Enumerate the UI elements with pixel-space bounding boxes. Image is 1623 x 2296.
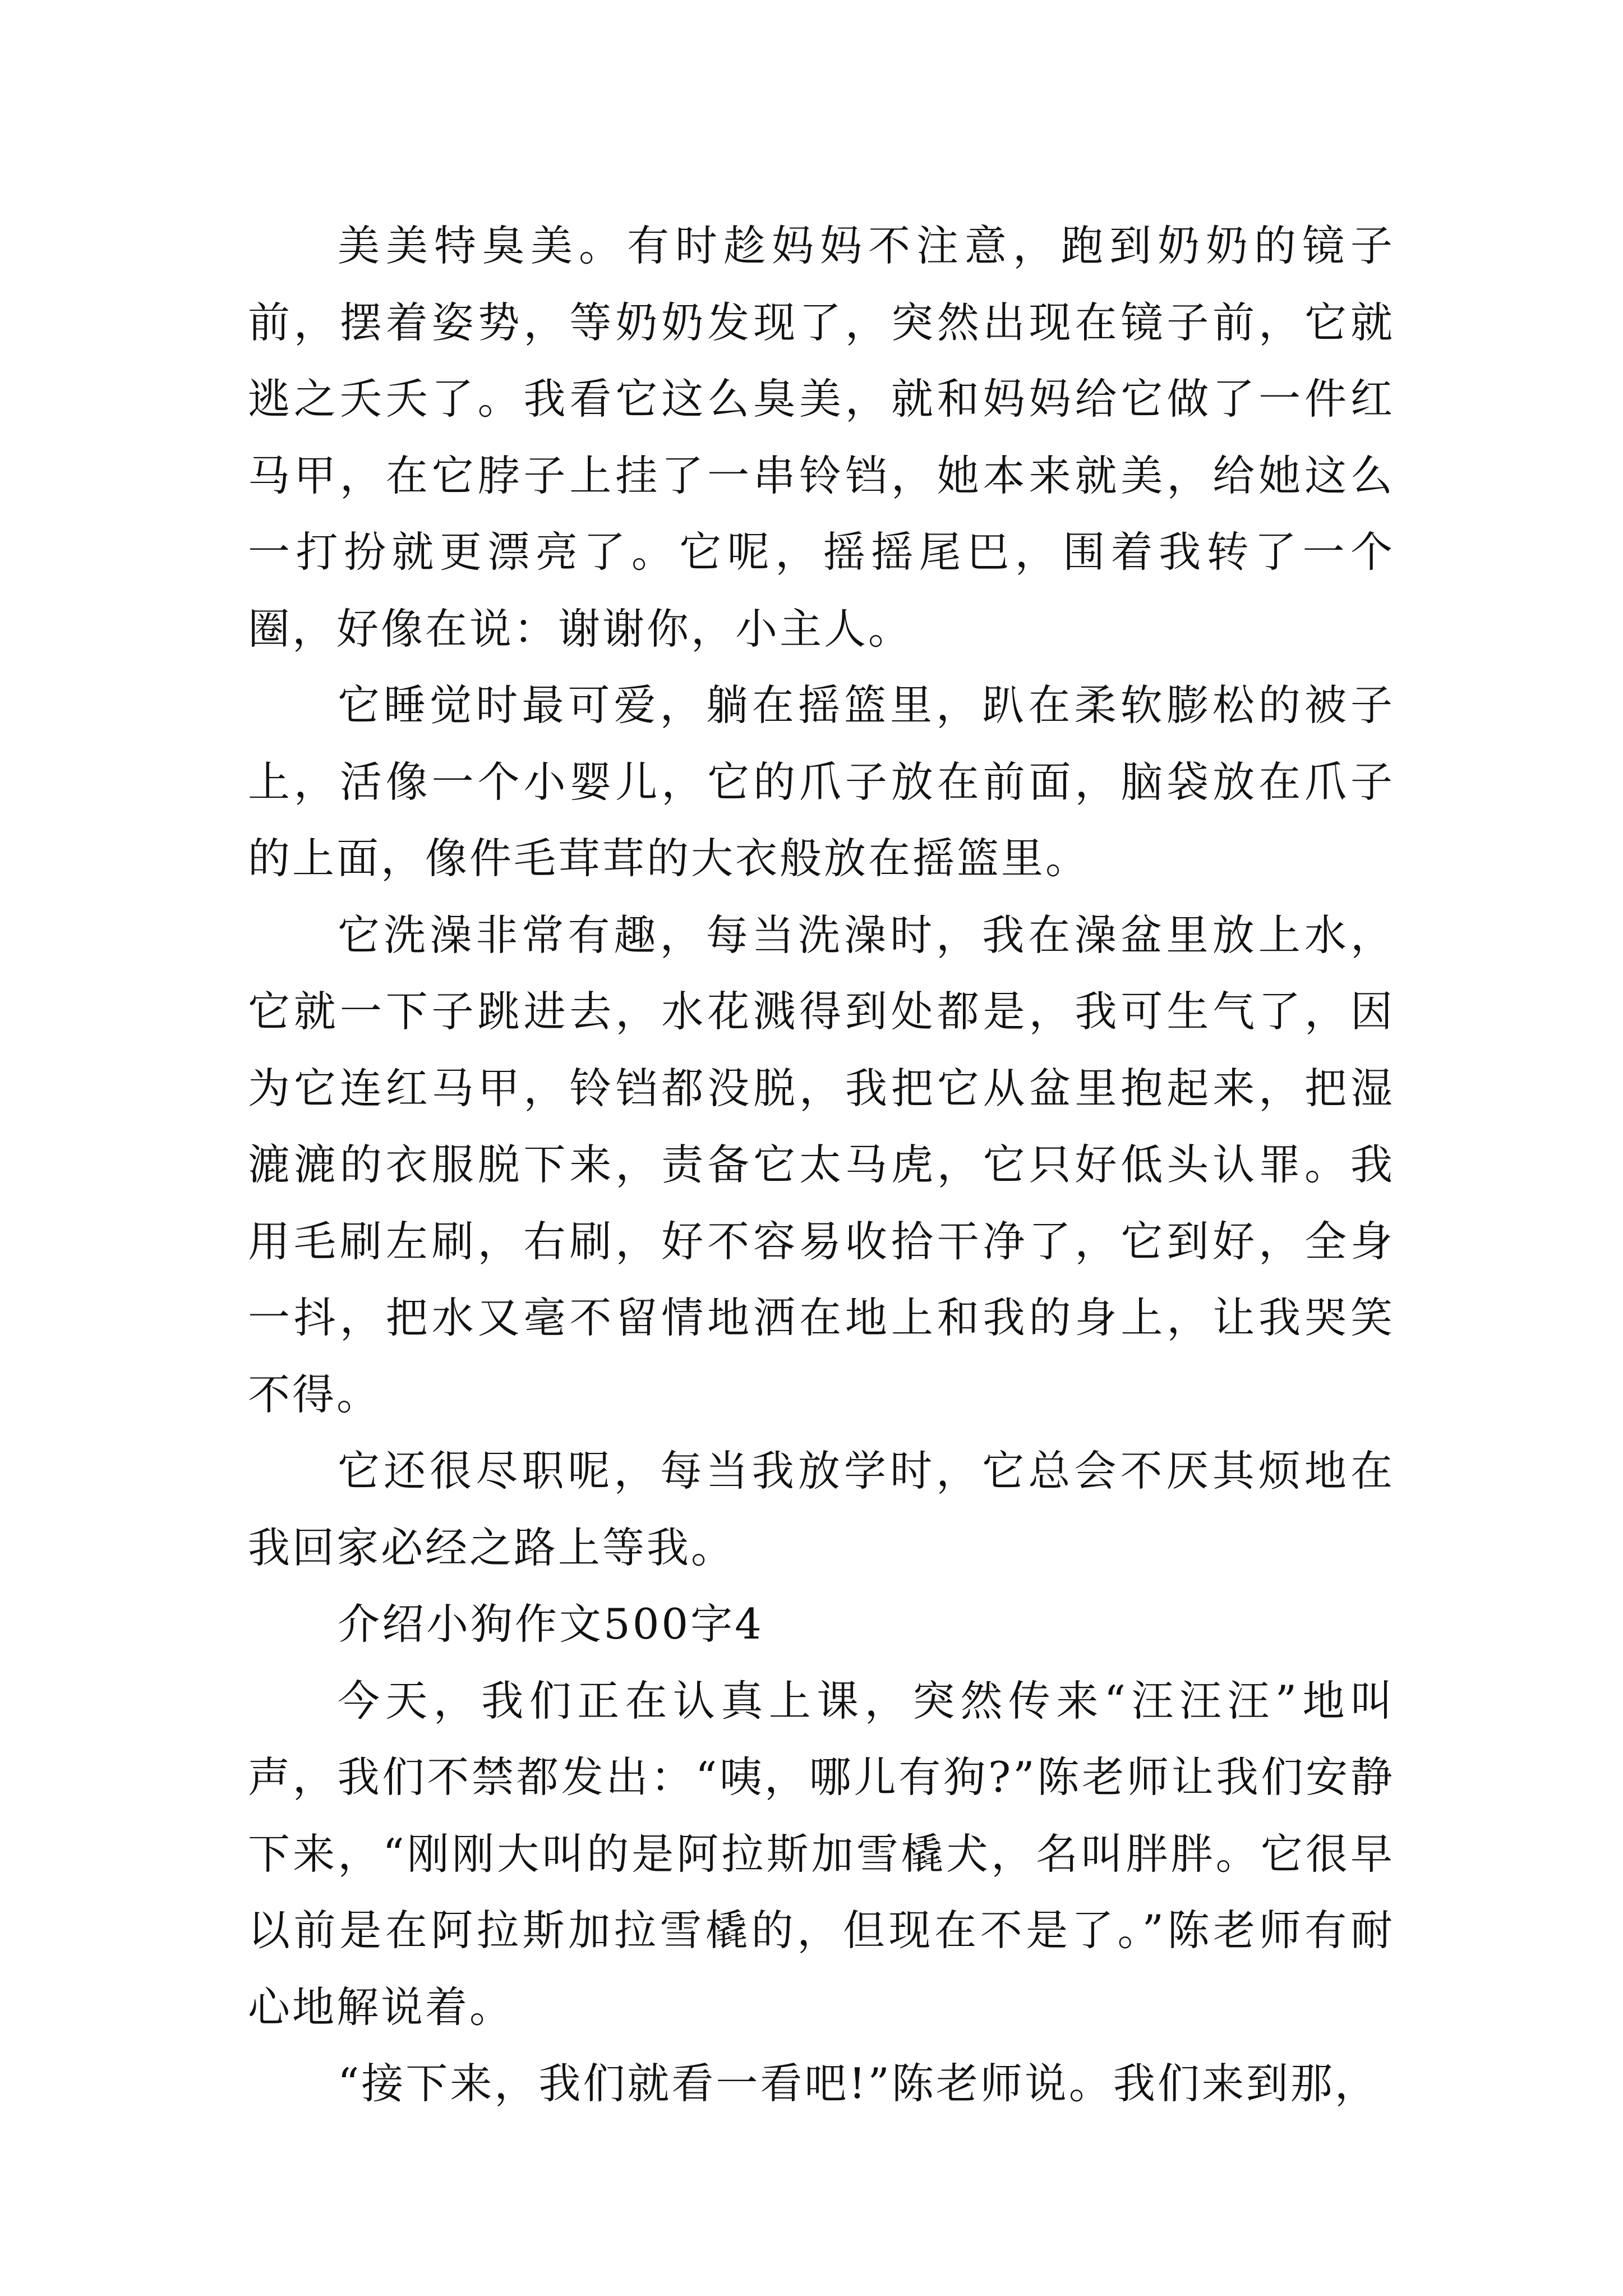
- paragraph-5: 今天，我们正在认真上课，突然传来“汪汪汪”地叫声，我们不禁都发出：“咦，哪儿有狗?”陈老师让我们安静下来，“刚刚大叫的是阿拉斯加雪橇犬，名叫胖胖。它很早以前是在阿拉斯加拉雪橇的，但现在不是了。”陈老师有耐心地解说着。: [248, 1676, 1395, 2032]
- paragraph-4: 它还很尽职呢，每当我放学时，它总会不厌其烦地在我回家必经之路上等我。: [248, 1446, 1395, 1572]
- paragraph-1: 美美特臭美。有时趁妈妈不注意，跑到奶奶的镜子前，摆着姿势，等奶奶发现了，突然出现在镜子前，它就逃之夭夭了。我看它这么臭美，就和妈妈给它做了一件红马甲，在它脖子上挂了一串铃铛，她本来就美，给她这么一打扮就更漂亮了。它呢，摇摇尾巴，围着我转了一个圈，好像在说：谢谢你，小主人。: [248, 221, 1395, 654]
- paragraph-6: “接下来，我们就看一看吧!”陈老师说。我们来到那，: [338, 2059, 1379, 2108]
- document-body: [248, 208, 1395, 2122]
- paragraph-3: 它洗澡非常有趣，每当洗澡时，我在澡盆里放上水，它就一下子跳进去，水花溅得到处都是，我可生气了，因为它连红马甲，铃铛都没脱，我把它从盆里抱起来，把湿漉漉的衣服脱下来，责备它太马虎，它只好低头认罪。我用毛刷左刷，右刷，好不容易收拾干净了，它到好，全身一抖，把水又毫不留情地洒在地上和我的身上，让我哭笑不得。: [248, 910, 1395, 1419]
- section-heading: 介绍小狗作文500字4: [338, 1599, 764, 1649]
- paragraph-2: 它睡觉时最可爱，躺在摇篮里，趴在柔软膨松的被子上，活像一个小婴儿，它的爪子放在前面，脑袋放在爪子的上面，像件毛茸茸的大衣般放在摇篮里。: [248, 680, 1395, 883]
